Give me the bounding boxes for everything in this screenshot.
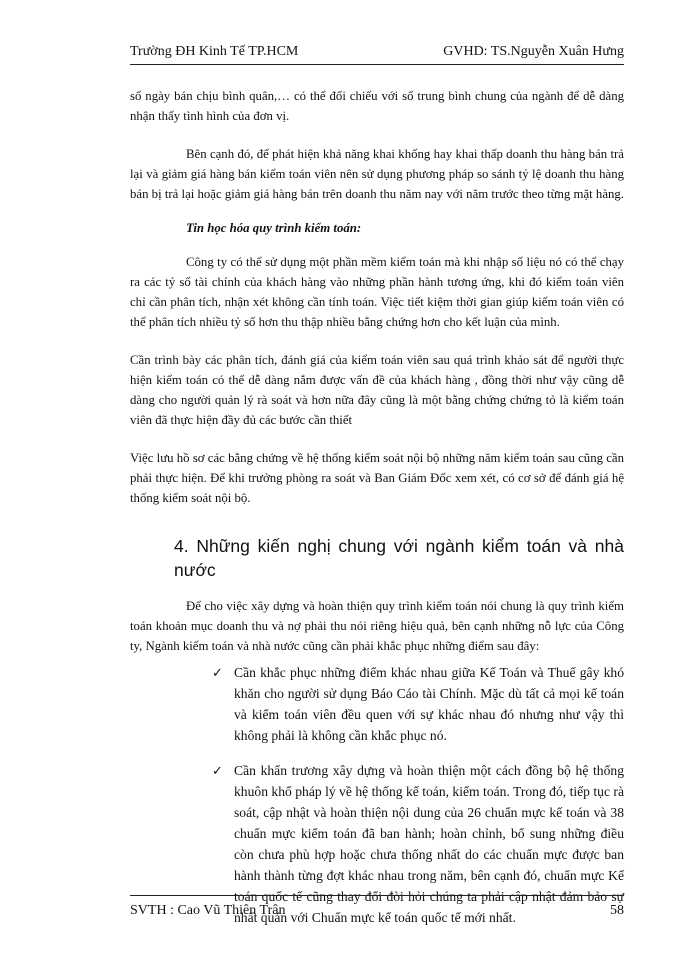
recommendation-text: Cần khắc phục những điểm khác nhau giữa Kế Toán và Thuế gây khó khăn cho người sử dụng Báo Cáo tài Chính. Mặc dù tất cả mọi kế toán và kiểm toán viên đều quen với sự khác nhau đó nhưng như vậy thì không phải là không cần khắc phục nó. bbox=[234, 665, 624, 743]
recommendation-text: Cần khẩn trương xây dựng và hoàn thiện một cách đồng bộ hệ thống khuôn khổ pháp lý về hệ thống kế toán, kiểm toán. Trong đó, tiếp tục rà soát, cập nhật và hoàn thiện nội dung của 26 chuẩn mực kế toán và 38 chuẩn mực kiểm toán đã ban hành; hoàn chỉnh, bổ sung những điều còn chưa phù hợp hoặc chưa thống nhất do các chuẩn mực được ban hành thành từng đợt khác nhau trong năm, bên cạnh đó, chuẩn mực Kế toán quốc tế cũng thay đổi đòi hỏi chúng ta phải cập nhật đảm bảo sự nhất quán với Chuẩn mực kế toán quốc tế mới nhất. bbox=[234, 763, 624, 925]
page-footer bbox=[130, 895, 624, 922]
paragraph-4: Cần trình bày các phân tích, đánh giá của kiểm toán viên sau quá trình khảo sát để người thực hiện kiểm toán có thể dễ dàng nắm được vấn đề của khách hàng , đồng thời như vậy cũng dễ dàng cho người quản lý rà soát và hơn nữa đây cũng là một bằng chứng chứng tỏ là kiểm toán viên đã thực hiện đầy đủ các bước cần thiết bbox=[130, 353, 624, 427]
section-intro: Để cho việc xây dựng và hoàn thiện quy trình kiểm toán nói chung là quy trình kiểm toán khoản mục doanh thu và nợ phải thu nói riêng hiệu quả, bên cạnh những nỗ lực của Công ty, Ngành kiểm toán và nhà nước cũng cần phải khắc phục những điểm sau đây: bbox=[130, 599, 624, 653]
check-icon: ✓ bbox=[212, 665, 223, 680]
paragraph-3: Công ty có thể sử dụng một phần mềm kiểm toán mà khi nhập số liệu nó có thể chạy ra các tỷ số tài chính của khách hàng vào những phần hành tương ứng, khi đó kiểm toán viên chỉ cần phân tích, nhận xét không cần tính toán. Việc tiết kiệm thời gian giúp kiểm toán viên có thể phân tích nhiều tỷ số hơn thu thập nhiều bằng chứng hơn cho kết luận của mình. bbox=[130, 255, 624, 329]
page-header bbox=[130, 42, 624, 65]
subheading: Tin học hóa quy trình kiểm toán: bbox=[186, 221, 362, 235]
list-item bbox=[212, 662, 624, 746]
page-content bbox=[130, 86, 624, 928]
check-icon: ✓ bbox=[212, 763, 223, 778]
recommendation-list bbox=[130, 662, 624, 928]
header-school: Trường ĐH Kinh Tế TP.HCM bbox=[130, 44, 299, 59]
page-number: 58 bbox=[610, 903, 624, 918]
footer-student: SVTH : Cao Vũ Thiên Trân bbox=[130, 903, 286, 918]
header-advisor: GVHD: TS.Nguyễn Xuân Hưng bbox=[443, 44, 624, 59]
paragraph-5: Việc lưu hồ sơ các bằng chứng về hệ thống kiểm soát nội bộ những năm kiểm toán sau cũng cần phải thực hiện. Để khi trưởng phòng ra soát và Ban Giám Đốc xem xét, có cơ sở để đánh giá hệ thống kiểm soát nội bộ. bbox=[130, 451, 624, 505]
paragraph-1: số ngày bán chịu bình quân,… có thể đối chiếu với số trung bình chung của ngành để dễ dàng nhận thấy tình hình của đơn vị. bbox=[130, 89, 624, 123]
paragraph-2: Bên cạnh đó, để phát hiện khả năng khai khống hay khai thấp doanh thu hàng bán trả lại và giảm giá hàng bán kiểm toán viên nên sử dụng phương pháp so sánh tỷ lệ doanh thu hàng bán bị trả lại hoặc giảm giá hàng bán trên doanh thu năm nay với năm trước theo từng mặt hàng. bbox=[130, 147, 624, 201]
section-title: 4. Những kiến nghị chung với ngành kiểm toán và nhà nước bbox=[174, 536, 624, 580]
